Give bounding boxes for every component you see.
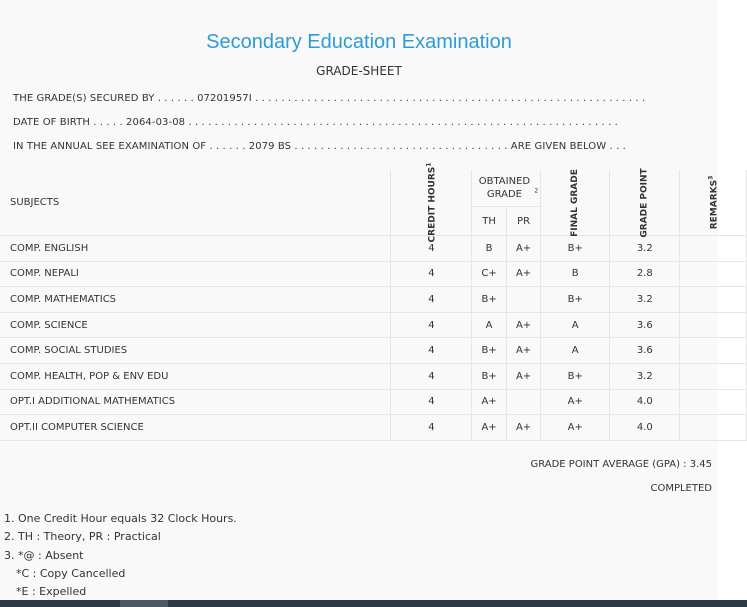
th-header: TH — [472, 207, 507, 236]
table-row — [0, 287, 747, 313]
pr-cell: A+ — [506, 415, 541, 441]
final-cell: B+ — [541, 236, 610, 262]
pr-header: PR — [506, 207, 541, 236]
obtained-grade-header: OBTAINED GRADE $^2$ — [472, 170, 541, 207]
table-row — [0, 338, 747, 364]
remarks-cell — [680, 261, 747, 287]
gp-cell: 3.2 — [610, 236, 680, 262]
gp-cell: 3.6 — [610, 338, 680, 364]
pr-cell: A+ — [506, 312, 541, 338]
final-cell: A — [541, 338, 610, 364]
credit-cell: 4 — [391, 236, 472, 262]
th-cell: B+ — [472, 363, 507, 389]
th-cell: B+ — [472, 338, 507, 364]
table-row — [0, 236, 747, 262]
credit-cell: 4 — [391, 363, 472, 389]
credit-cell: 4 — [391, 338, 472, 364]
exam-line: IN THE ANNUAL SEE EXAMINATION OF . . . . . . 2079 BS . . . . . . . . . . . . . . . . . . . . . . . . . . . . . . . . . ARE GIVEN BELOW . . . — [13, 141, 626, 152]
table-row — [0, 363, 747, 389]
remarks-cell — [680, 338, 747, 364]
credit-cell: 4 — [391, 415, 472, 441]
remarks-cell — [680, 287, 747, 313]
th-cell: A+ — [472, 415, 507, 441]
pr-cell — [506, 389, 541, 415]
subject-cell: COMP. SOCIAL STUDIES — [0, 338, 391, 364]
credit-cell: 4 — [391, 287, 472, 313]
final-cell: B+ — [541, 363, 610, 389]
pr-cell: A+ — [506, 261, 541, 287]
pr-cell: A+ — [506, 338, 541, 364]
table-row — [0, 312, 747, 338]
credit-cell: 4 — [391, 389, 472, 415]
scrollbar-thumb[interactable] — [120, 600, 168, 607]
credit-cell: 4 — [391, 261, 472, 287]
th-cell: B — [472, 236, 507, 262]
gp-cell: 4.0 — [610, 415, 680, 441]
th-cell: A+ — [472, 389, 507, 415]
grade-point-header: GRADE POINT — [610, 170, 680, 236]
footnote: *C : Copy Cancelled — [16, 566, 126, 580]
footnote: 1. One Credit Hour equals 32 Clock Hours. — [4, 512, 237, 525]
remarks-cell — [680, 415, 747, 441]
subject-cell: COMP. ENGLISH — [0, 236, 391, 262]
credit-cell: 4 — [391, 312, 472, 338]
subject-cell: COMP. MATHEMATICS — [0, 287, 391, 313]
page-subtitle: GRADE-SHEET — [316, 64, 402, 78]
gp-cell: 3.2 — [610, 287, 680, 313]
date-of-birth-line: DATE OF BIRTH . . . . . 2064-03-08 . . . . . . . . . . . . . . . . . . . . . . . . . . . . . . . . . . . . . . . . . . . . . . . . . . . . . . . . . . . . . . . . . . — [13, 117, 618, 128]
remarks-cell — [680, 389, 747, 415]
table-header-row — [0, 170, 747, 207]
subject-cell: OPT.II COMPUTER SCIENCE — [0, 415, 391, 441]
completion-status: COMPLETED — [650, 483, 712, 494]
remarks-cell — [680, 312, 747, 338]
footnote: *E : Expelled — [16, 585, 87, 599]
subject-cell: COMP. SCIENCE — [0, 312, 391, 338]
pr-cell: A+ — [506, 236, 541, 262]
th-cell: A — [472, 312, 507, 338]
table-row — [0, 415, 747, 441]
pr-cell — [506, 287, 541, 313]
th-cell: B+ — [472, 287, 507, 313]
secured-by-line: THE GRADE(S) SECURED BY . . . . . . 07201957I . . . . . . . . . . . . . . . . . . . . . . . . . . . . . . . . . . . . . . . . . . . . . . . . . . . . . . . . . . . . — [13, 93, 646, 104]
grades-table — [0, 162, 747, 441]
footnotes — [4, 510, 237, 601]
final-cell: B+ — [541, 287, 610, 313]
gp-cell: 3.6 — [610, 312, 680, 338]
final-grade-header: FINAL GRADE — [541, 170, 610, 236]
footnote: 3. *@ : Absent — [4, 548, 84, 562]
page-title: Secondary Education Examination — [206, 31, 512, 53]
footnote: 2. TH : Theory, PR : Practical — [4, 530, 161, 544]
subject-cell: COMP. NEPALI — [0, 261, 391, 287]
gp-cell: 2.8 — [610, 261, 680, 287]
remarks-cell — [680, 236, 747, 262]
pr-cell: A+ — [506, 363, 541, 389]
th-cell: C+ — [472, 261, 507, 287]
subjects-header: SUBJECTS — [0, 170, 391, 236]
table-row — [0, 261, 747, 287]
subject-cell: OPT.I ADDITIONAL MATHEMATICS — [0, 389, 391, 415]
subject-cell: COMP. HEALTH, POP & ENV EDU — [0, 363, 391, 389]
table-row — [0, 389, 747, 415]
remarks-cell — [680, 363, 747, 389]
final-cell: A+ — [541, 389, 610, 415]
remarks-header: REMARKS$^3$ — [680, 170, 747, 236]
final-cell: A — [541, 312, 610, 338]
gp-cell: 3.2 — [610, 363, 680, 389]
horizontal-scrollbar[interactable] — [0, 600, 747, 607]
gpa-summary: GRADE POINT AVERAGE (GPA) : 3.45 — [530, 459, 712, 470]
final-cell: B — [541, 261, 610, 287]
credit-hours-header: CREDIT HOURS$^1$ — [391, 170, 472, 236]
final-cell: A+ — [541, 415, 610, 441]
gp-cell: 4.0 — [610, 389, 680, 415]
